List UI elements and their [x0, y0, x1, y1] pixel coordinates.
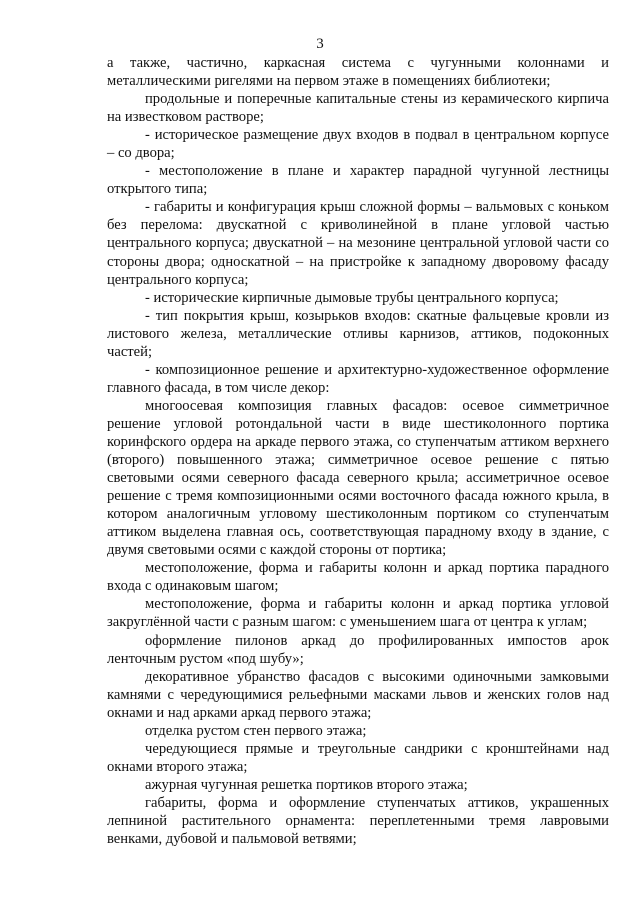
paragraph: ажурная чугунная решетка портиков второго этажа;: [145, 776, 468, 793]
paragraph: а также, частично, каркасная система с чугунными колоннами и металлическими ригелями на первом этаже в помещениях библиотеки;: [107, 55, 609, 90]
paragraph: - исторические кирпичные дымовые трубы центрального корпуса;: [145, 289, 559, 306]
paragraph: - габариты и конфигурация крыш сложной формы – вальмовых с коньком без перелома: двускатной с криволинейной в плане угловой частью центрального корпуса; двускатной – на мезонине центральной угловой части со стороны двора; односкатной – на пристройке к западному дворовому фасаду центрального корпуса;: [107, 199, 609, 288]
paragraph: - тип покрытия крыш, козырьков входов: скатные фальцевые кровли из листового железа, металлические отливы карнизов, аттиков, подоконных частей;: [107, 307, 609, 360]
paragraph: продольные и поперечные капитальные стены из керамического кирпича на известковом растворе;: [107, 91, 609, 126]
document-body: [107, 54, 609, 848]
paragraph: отделка рустом стен первого этажа;: [145, 722, 367, 739]
paragraph: - историческое размещение двух входов в подвал в центральном корпусе – со двора;: [107, 127, 609, 162]
paragraph: оформление пилонов аркад до профилированных импостов арок ленточным рустом «под шубу»;: [107, 632, 609, 667]
paragraph: местоположение, форма и габариты колонн и аркад портика парадного входа с одинаковым шагом;: [107, 560, 609, 595]
page-number: 3: [316, 36, 324, 52]
paragraph: многоосевая композиция главных фасадов: осевое симметричное решение угловой ротондальной части в виде шестиколонного портика коринфского ордера на аркаде первого этажа, со ступенчатым аттиком верхнего (второго) повышенного этажа; симметричное осевое решение с пятью световыми осями северного фасада северного крыла; ассиметричное осевое решение с тремя композиционными осями восточного фасада южного крыла, в котором аналогичным угловому шестиколонным портиком со ступенчатым аттиком выделена главная ось, соответствующая парадному входу в здание, с двумя световыми осями с каждой стороны от портика;: [107, 397, 609, 559]
paragraph: - местоположение в плане и характер парадной чугунной лестницы открытого типа;: [107, 163, 609, 198]
paragraph: чередующиеся прямые и треугольные сандрики с кронштейнами над окнами второго этажа;: [107, 740, 609, 775]
paragraph: - композиционное решение и архитектурно-художественное оформление главного фасада, в том числе декор:: [107, 361, 609, 396]
paragraph: местоположение, форма и габариты колонн и аркад портика угловой закруглённой части с разным шагом: с уменьшением шага от центра к углам;: [107, 596, 609, 631]
paragraph: декоративное убранство фасадов с высокими одиночными замковыми камнями с чередующимися рельефными масками львов и женских голов над окнами и над арками аркад первого этажа;: [107, 668, 609, 721]
paragraph: габариты, форма и оформление ступенчатых аттиков, украшенных лепниной растительного орнамента: переплетенными тремя лавровыми венками, дубовой и пальмовой ветвями;: [107, 794, 609, 848]
